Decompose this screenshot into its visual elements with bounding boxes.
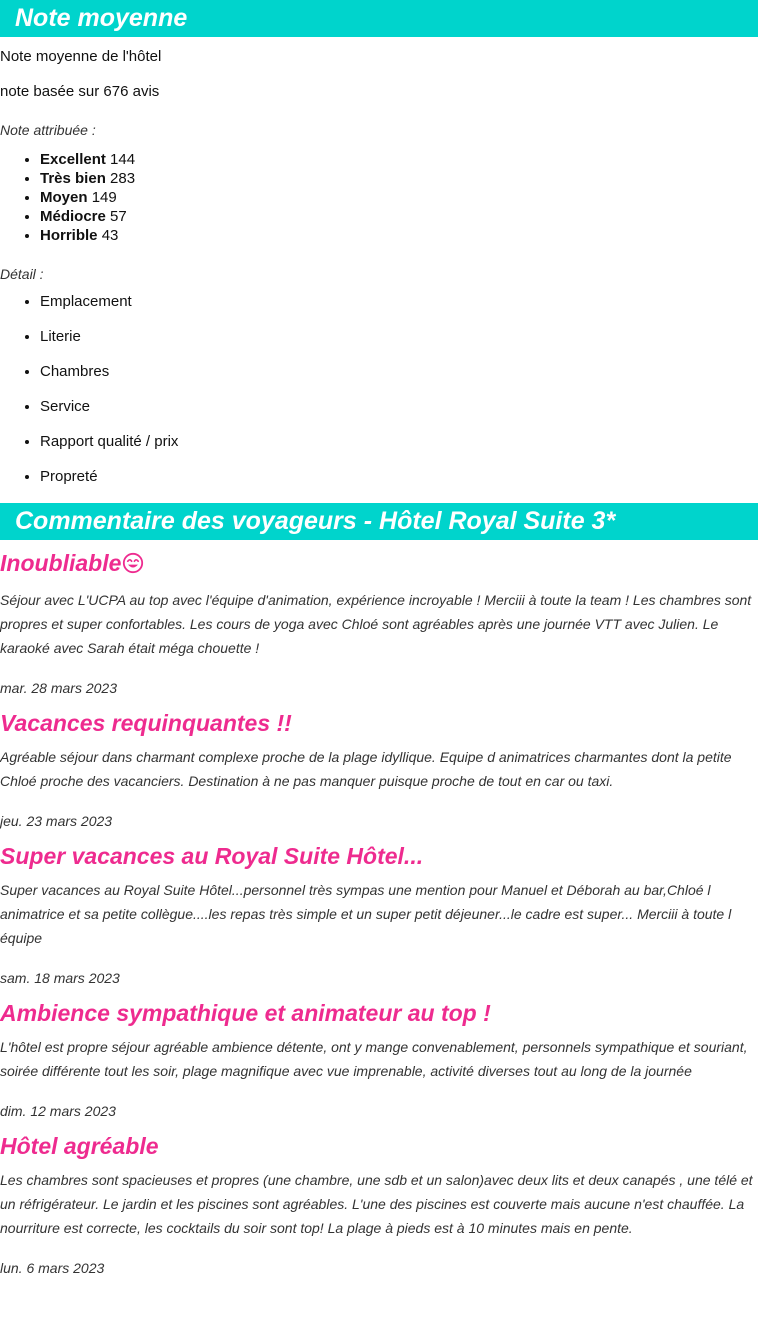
rating-item-horrible [40, 226, 758, 245]
detail-item-chambres: • Chambres [40, 363, 758, 381]
review-date: mar. 28 mars 2023 [0, 680, 117, 696]
comments-section-header: Commentaire des voyageurs - Hôtel Royal Suite 3* [0, 503, 758, 540]
rating-label: Excellent [40, 151, 106, 168]
review-title: Vacances requinquantes !! [0, 710, 292, 736]
rating-count: 57 [110, 208, 127, 225]
review-date: lun. 6 mars 2023 [0, 1260, 105, 1276]
review-date: sam. 18 mars 2023 [0, 970, 120, 986]
detail-item-rapport-qualite-prix: • Rapport qualité / prix [40, 433, 758, 451]
rating-breakdown-list [0, 150, 758, 245]
detail-item-emplacement: • Emplacement [40, 293, 758, 311]
rating-label: Moyen [40, 189, 88, 206]
detail-label: Détail : [0, 266, 44, 282]
review [0, 999, 758, 1120]
rating-label: Médiocre [40, 208, 106, 225]
review-body: Séjour avec L'UCPA au top avec l'équipe d'animation, expérience incroyable ! Merciii à toute la team ! Les chambres sont propres et super confortables. Les cours de yoga avec Chloé sont agréables après une journée VTT avec Julien. Le karaoké avec Sarah était méga chouette ! [0, 592, 752, 656]
rating-count: 43 [101, 227, 119, 244]
review [0, 842, 758, 987]
detail-item-service: • Service [40, 398, 758, 416]
rating-count: 283 [110, 170, 136, 187]
rating-count: 149 [91, 189, 117, 206]
review-body: Super vacances au Royal Suite Hôtel...personnel très sympas une mention pour Manuel et Déborah au bar,Chloé l animatrice et sa petite collègue....les repas très simple et un super petit déjeuner...le cadre est super... Merciii à toute l équipe [0, 882, 732, 946]
rating-section-header: Note moyenne [0, 0, 758, 37]
review-title-text: Inoubliable [0, 550, 122, 576]
review-date: dim. 12 mars 2023 [0, 1103, 116, 1119]
review-count-text: note basée sur 676 avis [0, 83, 160, 100]
rating-item-tres-bien [40, 169, 758, 188]
rating-item-mediocre [40, 207, 758, 226]
rating-label: Horrible [40, 227, 98, 244]
review-title: Hôtel agréable [0, 1133, 159, 1159]
detail-criteria-list [0, 293, 758, 486]
detail-item-literie: • Literie [40, 328, 758, 346]
review-body: Agréable séjour dans charmant complexe proche de la plage idyllique. Equipe d animatrices charmantes dont la petite Chloé proche des vacanciers. Destination à ne pas manquer puisque proche de tout en car ou taxi. [0, 749, 732, 789]
attributed-rating-label: Note attribuée : [0, 122, 96, 138]
review-title [0, 549, 758, 580]
review [0, 549, 758, 697]
detail-item-proprete: • Propreté [40, 468, 758, 486]
review [0, 709, 758, 830]
rating-item-moyen [40, 188, 758, 207]
rating-item-excellent [40, 150, 758, 169]
review-date: jeu. 23 mars 2023 [0, 813, 113, 829]
review-title: Ambience sympathique et animateur au top ! [0, 1000, 491, 1026]
smiling-face-icon [122, 552, 144, 580]
average-rating-title: Note moyenne de l'hôtel [0, 48, 162, 65]
review-body: L'hôtel est propre séjour agréable ambience détente, ont y mange convenablement, personnels sympathique et souriant, soirée différente tout les soir, plage magnifique avec vue imprenable, activité diverses tout au long de la journée [0, 1039, 748, 1079]
rating-label: Très bien [40, 170, 106, 187]
review [0, 1132, 758, 1277]
review-body: Les chambres sont spacieuses et propres (une chambre, une sdb et un salon)avec deux lits et deux canapés , une télé et un réfrigérateur. Le jardin et les piscines sont agréables. L'une des piscines est couverte mais aucune n'est chauffée. La nourriture est correcte, les cocktails du soir sont top! La plage à pieds est à 10 minutes mais en pente. [0, 1172, 753, 1236]
rating-count: 144 [110, 151, 136, 168]
review-title: Super vacances au Royal Suite Hôtel... [0, 843, 424, 869]
